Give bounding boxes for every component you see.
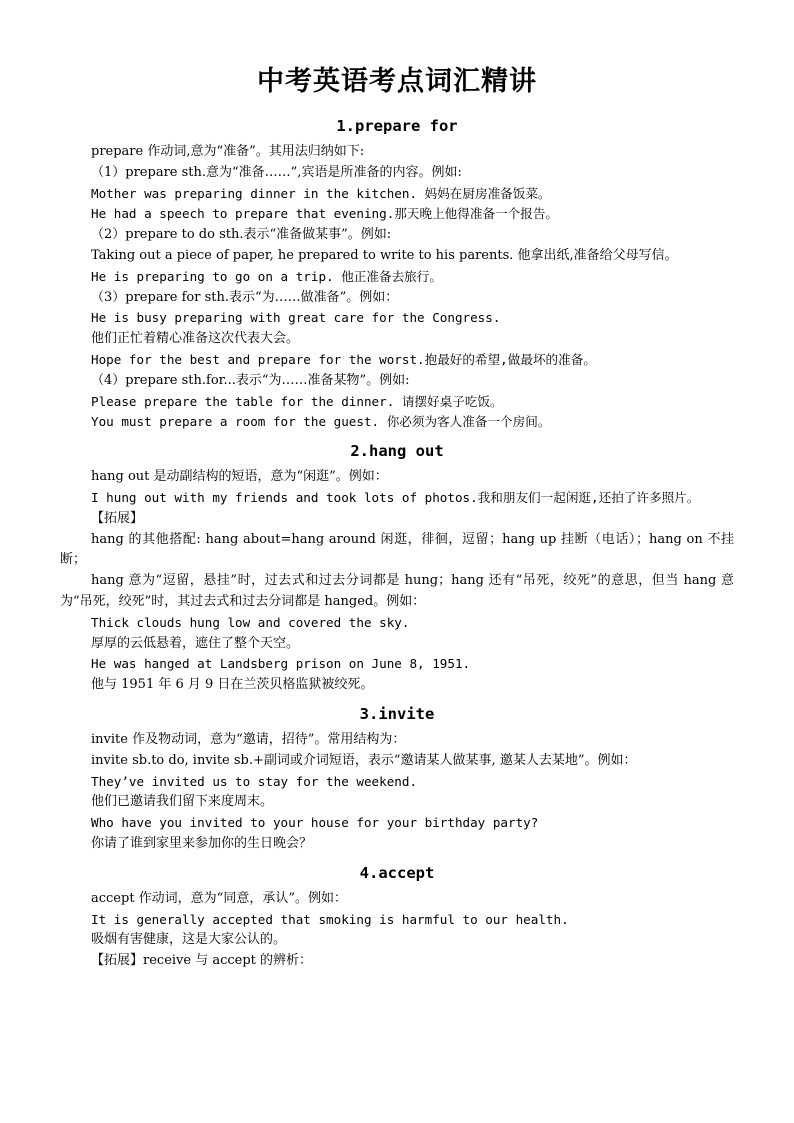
example-translation: 他与 1951 年 6 月 9 日在兰茨贝格监狱被绞死。	[91, 677, 374, 693]
example-sentence: Taking out a piece of paper, he prepared to write to his parents. 他拿出纸,准备给父母写信。	[91, 247, 678, 263]
paragraph: （4）prepare sth.for...表示“为……准备某物”。例如:	[91, 372, 410, 388]
paragraph: prepare 作动词,意为“准备”。其用法归纳如下:	[91, 144, 365, 159]
expand-label: 【拓展】receive 与 accept 的辨析：	[91, 953, 313, 969]
section-heading-accept: 4.accept	[359, 863, 435, 882]
example-translation: 你请了谁到家里来参加你的生日晚会？	[91, 835, 313, 851]
page-title: 中考英语考点词汇精讲	[257, 66, 537, 97]
paragraph: （1）prepare sth.意为“准备……”,宾语是所准备的内容。例如:	[91, 164, 462, 180]
example-translation: 他们已邀请我们留下来度周末。	[91, 794, 274, 810]
paragraph: invite 作及物动词，意为“邀请，招待”。常用结构为：	[91, 731, 406, 747]
paragraph: hang 意为“逗留，悬挂”时，过去式和过去分词都是 hung；hang 还有“吊死，绞死”的意思，但当 hang 意为“吊死，绞死”时，其过去式和过去分词都是 hanged。例如：	[60, 573, 734, 609]
example-sentence: It is generally accepted that smoking is harmful to our health.	[91, 911, 569, 927]
document-body	[60, 112, 734, 972]
example-sentence: He is preparing to go on a trip. 他正准备去旅行。	[91, 268, 442, 284]
example-sentence: He is busy preparing with great care for the Congress.	[91, 310, 501, 326]
example-translation: 他们正忙着精心准备这次代表大会。	[91, 331, 300, 347]
example-sentence: Who have you invited to your house for your birthday party?	[91, 815, 539, 831]
section-heading-invite: 3.invite	[359, 704, 435, 723]
paragraph: （2）prepare to do sth.表示“准备做某事”。例如:	[91, 227, 392, 243]
paragraph: accept 作动词，意为“同意，承认”。例如：	[91, 890, 347, 906]
example-sentence: Mother was preparing dinner in the kitchen. 妈妈在厨房准备饭菜。	[91, 185, 551, 201]
example-sentence: I hung out with my friends and took lots of photos.我和朋友们一起闲逛,还拍了许多照片。	[91, 489, 700, 505]
example-sentence: He had a speech to prepare that evening.那天晚上他得准备一个报告。	[91, 206, 559, 222]
section-heading-hang-out: 2.hang out	[350, 442, 444, 461]
paragraph: invite sb.to do, invite sb.+副词或介词短语，表示“邀请某人做某事, 邀某人去某地”。例如：	[91, 752, 637, 768]
example-sentence: They’ve invited us to stay for the weekend.	[91, 773, 418, 789]
example-translation: 吸烟有害健康，这是大家公认的。	[91, 932, 287, 948]
expand-label: 【拓展】	[91, 510, 144, 526]
example-sentence: You must prepare a room for the guest. 你必须为客人准备一个房间。	[91, 414, 551, 430]
example-sentence: Hope for the best and prepare for the worst.抱最好的希望,做最坏的准备。	[91, 351, 596, 367]
paragraph: （3）prepare for sth.表示“为……做准备”。例如：	[91, 289, 399, 305]
example-sentence: He was hanged at Landsberg prison on June 8, 1951.	[91, 656, 471, 672]
paragraph: hang out 是动副结构的短语，意为“闲逛”。例如：	[91, 469, 388, 485]
example-translation: 厚厚的云低悬着，遮住了整个天空。	[91, 635, 300, 651]
paragraph: hang 的其他搭配: hang about=hang around 闲逛，徘徊，逗留；hang up 挂断（电话）；hang on 不挂断；	[60, 531, 734, 568]
example-sentence: Thick clouds hung low and covered the sky.	[91, 614, 410, 630]
example-sentence: Please prepare the table for the dinner. 请摆好桌子吃饭。	[91, 393, 503, 409]
section-heading-prepare-for: 1.prepare for	[336, 117, 458, 135]
